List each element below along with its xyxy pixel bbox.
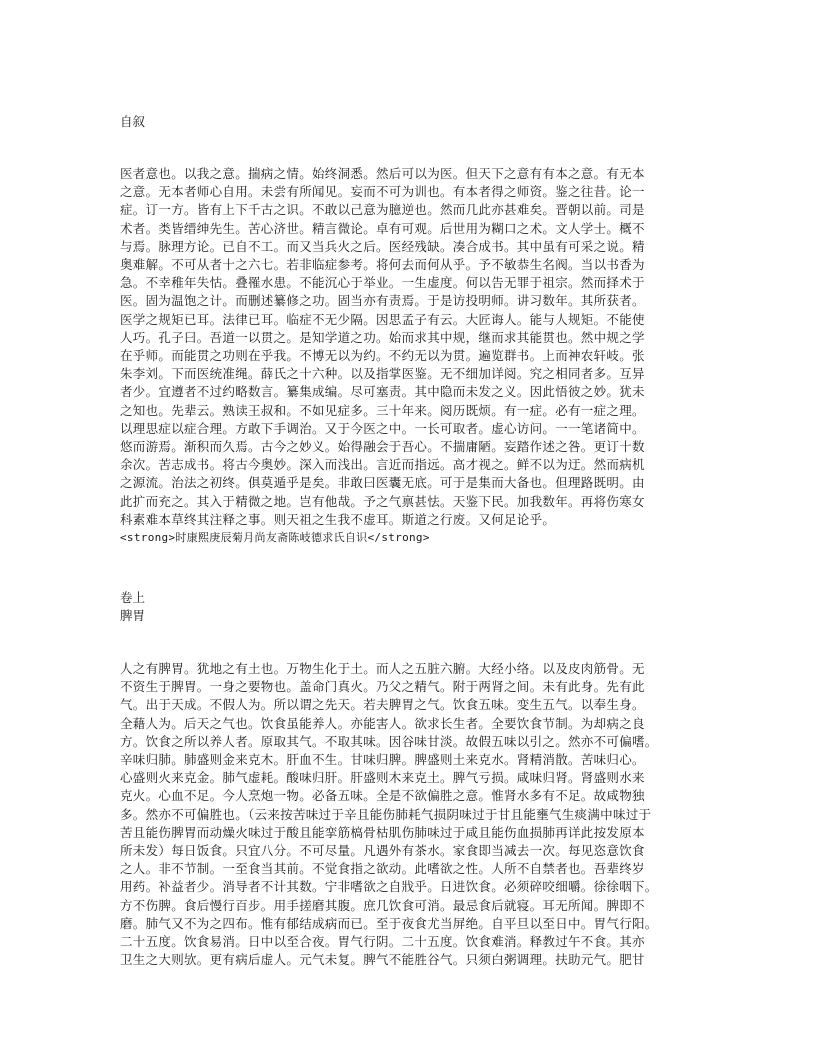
chapter-line: 不资生于脾胃。一身之要物也。盖命门真火。乃父之精气。附于两肾之间。未有此身。先有此	[120, 679, 645, 695]
preface-line: 人巧。孔子曰。吾道一以贯之。是知学道之功。始而求其中规，继而求其能贯也。然中规之学	[120, 329, 645, 345]
preface-line: 与焉。脉理方论。已自不工。而又当兵火之后。医经残缺。凑合成书。其中虽有可采之说。精	[120, 238, 645, 254]
preface-line: 在乎师。而能贯之功则在乎我。不博无以为约。不约无以为贯。遍览群书。上而神农轩岐。张	[120, 348, 645, 364]
preface-line: 之源流。治法之初终。俱莫遁乎是矣。非敢曰医囊无底。可于是集而大备也。但理路既明。由	[120, 475, 645, 491]
chapter-line: 方不伤脾。食后慢行百步。用手搓磨其腹。庶几饮食可消。最忌食后就寝。耳无所闻。脾即不	[120, 897, 645, 913]
preface-heading: 自叙	[120, 114, 146, 129]
preface-line: 急。不幸稚年失怙。叠罹水患。不能沉心于举业。一生虚度。何以告无罪于祖宗。然而择术于	[120, 275, 645, 291]
preface-line: 奥难解。不可从者十之六七。若非临症参考。将何去而何从乎。予不敏恭生名阀。当以书香为	[120, 257, 645, 273]
preface-line: 医。固为温饱之计。而删述纂修之功。固当亦有责焉。于是访投明师。讲习数年。其所获者。	[120, 293, 645, 309]
preface-line: 余次。苦志成书。将古今奥妙。深入而浅出。言近而指远。高才视之。鲜不以为迂。然而病机	[120, 457, 645, 473]
preface-line: 医学之规矩已耳。法律已耳。临症不无少隔。因思孟子有云。大匠诲人。能与人规矩。不能使	[120, 311, 645, 327]
chapter-line: 心盛则火来克金。肺气虚耗。酸味归肝。肝盛则木来克土。脾气亏损。咸味归肾。肾盛则水来	[120, 770, 645, 786]
chapter-line: 卫生之大则欤。更有病后虚人。元气未复。脾气不能胜谷气。只须白粥调理。扶助元气。肥甘	[120, 952, 645, 968]
volume-heading: 卷上	[120, 590, 146, 605]
preface-line: 症。订一方。皆有上下千古之识。不敢以己意为臆逆也。然而几此亦甚难矣。晋朝以前。司是	[120, 202, 645, 218]
preface-line: 此扩而充之。其入于精微之地。岂有他哉。予之气禀甚怯。天鉴下民。加我数年。再将伤寒女	[120, 493, 645, 509]
chapter-line: 辛味归肺。肺盛则金来克木。肝血不生。甘味归脾。脾盛则土来克水。肾精消散。苦味归心。	[120, 752, 645, 768]
chapter-line: 苦且能伤脾胃而动燥火味过于酸且能挛筋槁骨枯肌伤肺味过于咸且能伤血损肺再详此按发原本	[120, 824, 645, 840]
chapter-line: 克火。心血不足。今人烹炮一物。必备五味。全是不欲偏胜之意。惟肾水多有不足。故咸物独	[120, 788, 645, 804]
preface-line: 之知也。先辈云。熟读王叔和。不如见症多。三十年来。阅历既烦。有一症。必有一症之理。	[120, 402, 645, 418]
chapter-line: 磨。肺气又不为之四布。惟有郁结成病而已。至于夜食尤当屏绝。自平旦以至日中。胃气行阳。	[120, 915, 658, 931]
preface-line: 术者。类皆缙绅先生。苦心济世。精言微论。卓有可观。后世用为糊口之术。文人学士。概不	[120, 220, 645, 236]
preface-line: 之意。无本者师心自用。未尝有所闻见。妄而不可为训也。有本者得之师资。鉴之往昔。论一	[120, 184, 645, 200]
preface-line: 悠而游焉。渐积而久焉。古今之妙义。始得融会于吾心。不揣庸陋。妄踏作述之咎。更订十数	[120, 439, 645, 455]
chapter-line: 二十五度。饮食易消。日中以至合夜。胃气行阴。二十五度。饮食难消。释教过午不食。其亦	[120, 934, 645, 950]
preface-line: 朱李刘。下而医统准绳。薛氏之十六种。以及指掌医鉴。无不细加详阅。究之相同者多。互异	[120, 366, 645, 382]
preface-signature: <strong>时康熙庚辰菊月尚友斋陈岐德求氏自识</strong>	[120, 531, 430, 545]
chapter-line: 人之有脾胃。犹地之有土也。万物生化于土。而人之五脏六腑。大经小络。以及皮肉筋骨。无	[120, 661, 645, 676]
preface-line: 者少。宜遵者不过约略数言。纂集成编。尽可塞责。其中隐而未发之义。因此悟彼之妙。犹未	[120, 384, 645, 400]
preface-line: 科素难本草终其注释之事。则天祖之生我不虚耳。斯道之行废。又何足论乎。	[120, 511, 556, 527]
chapter-line: 之人。非不节制。一至食当其前。不觉食指之欲动。此嗜欲之性。人所不自禁者也。吾辈终岁	[120, 861, 645, 877]
preface-line: 医者意也。以我之意。揣病之情。始终洞悉。然后可以为医。但天下之意有有本之意。有无本	[120, 166, 645, 181]
chapter-heading: 脾胃	[120, 608, 146, 623]
chapter-line: 用药。补益者少。消导者不计其数。宁非嗜欲之自戕乎。日进饮食。必须碎咬细嚼。徐徐咽下。	[120, 879, 658, 895]
chapter-line: 全藉人为。后天之气也。饮食虽能养人。亦能害人。欲求长生者。全要饮食节制。为却病之良	[120, 715, 645, 731]
chapter-line: 所未发）每日饭食。只宜八分。不可尽量。凡遇外有茶水。家食即当减去一次。每见恣意饮食	[120, 843, 645, 859]
chapter-body	[120, 660, 705, 969]
chapter-line: 多。然亦不可偏胜也。（云来按苦味过于辛且能伤肺耗气损阴味过于甘且能壅气生痰满中味过于	[120, 806, 652, 822]
preface-line: 以理思症以症合理。方敢下手调治。又于今医之中。一长可取者。虚心访问。一一笔诸简中。	[120, 420, 645, 436]
preface-body	[120, 165, 705, 547]
chapter-line: 气。出于天成。不假人为。所以谓之先天。若夫脾胃之气。饮食五味。变生五气。以奉生身。	[120, 697, 645, 713]
chapter-line: 方。饮食之所以养人者。原取其气。不取其味。因谷味甘淡。故假五味以引之。然亦不可偏嗜。	[120, 733, 658, 749]
